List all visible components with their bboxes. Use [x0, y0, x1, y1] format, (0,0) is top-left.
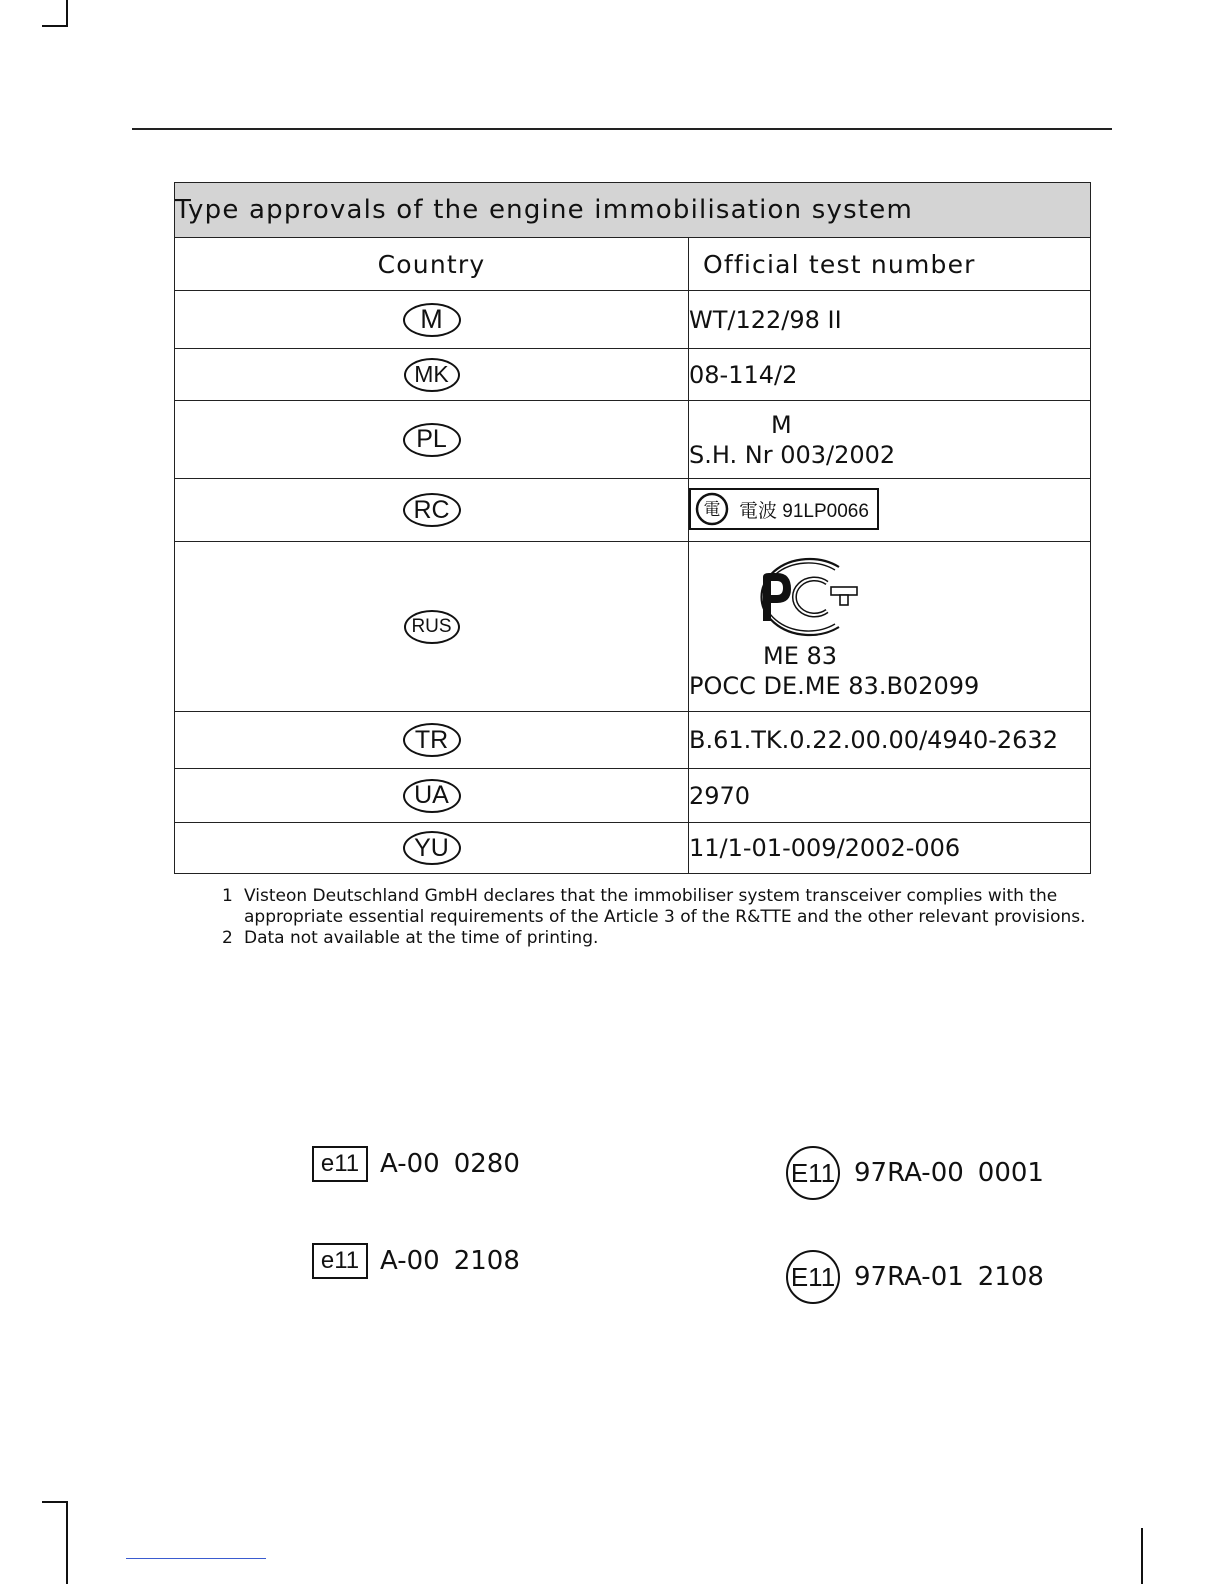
test-number-line-1: ME 83 [763, 641, 838, 670]
footnote-number: 2 [222, 928, 233, 948]
approval-code: 97RA-01 [854, 1262, 964, 1292]
approval-mark-e11-2 [312, 1243, 520, 1279]
column-header-country: Country [175, 238, 689, 291]
footnote [222, 886, 1102, 928]
approval-code: 97RA-00 [854, 1158, 964, 1188]
footer-link-underline [126, 1558, 266, 1559]
footnote-number: 1 [222, 886, 233, 906]
test-number: 08-114/2 [689, 349, 1091, 401]
table-header-row [175, 238, 1091, 291]
table-row [175, 479, 1091, 542]
approval-number: 2108 [453, 1246, 520, 1276]
country-badge-rus: RUS [404, 610, 460, 644]
footnote-text: Visteon Deutschland GmbH declares that the immobiliser system transceiver complies with the appropriate essential requirements of the Article 3 of the R&TTE and the other relevant provisions. [244, 886, 1086, 927]
country-badge-mk: MK [404, 358, 460, 392]
header-rule [132, 128, 1112, 130]
approval-code: A-00 [380, 1149, 440, 1179]
table-row [175, 823, 1091, 874]
e-mark-box: e11 [312, 1146, 368, 1182]
test-number: 11/1-01-009/2002-006 [689, 823, 1091, 874]
crop-mark-bottom-left-h [42, 1501, 68, 1503]
country-badge-yu: YU [403, 831, 461, 865]
footnote [222, 928, 1102, 949]
crop-mark-top-left-h [42, 25, 68, 27]
test-number-line-2: S.H. Nr 003/2002 [689, 440, 896, 469]
crop-mark-bottom-left-v [66, 1501, 68, 1584]
footnotes [222, 886, 1102, 949]
pct-certification-mark-icon [747, 553, 867, 641]
approval-mark-E11-1 [786, 1146, 1044, 1200]
table-title-row [175, 183, 1091, 238]
table-row [175, 349, 1091, 401]
approval-mark-e11-1 [312, 1146, 520, 1182]
rc-certification-logo-icon [695, 492, 729, 526]
test-number: WT/122/98 II [689, 291, 1091, 349]
table-row [175, 712, 1091, 769]
rc-approval-number: 電波 91LP0066 [739, 500, 869, 522]
table-row [175, 401, 1091, 479]
approval-number: 0001 [977, 1158, 1044, 1188]
country-badge-tr: TR [403, 723, 461, 757]
table-row [175, 769, 1091, 823]
table-row [175, 291, 1091, 349]
crop-mark-bottom-right-v [1141, 1528, 1143, 1584]
rc-approval-mark [689, 488, 879, 530]
e-mark-circle: E11 [786, 1250, 840, 1304]
table-row [175, 542, 1091, 712]
test-number: 2970 [689, 769, 1091, 823]
country-badge-rc: RC [403, 493, 461, 527]
table-title: Type approvals of the engine immobilisation system [175, 183, 1091, 238]
approval-code: A-00 [380, 1246, 440, 1276]
test-number-line-2: POCC DE.ME 83.B02099 [689, 671, 980, 700]
country-badge-pl: PL [403, 423, 461, 457]
approval-number: 2108 [977, 1262, 1044, 1292]
test-number-line-1: M [771, 410, 792, 439]
svg-text:電: 電 [703, 500, 721, 520]
approval-number: 0280 [453, 1149, 520, 1179]
country-badge-m: M [403, 303, 461, 337]
column-header-test-number: Official test number [689, 238, 1091, 291]
test-number: B.61.TK.0.22.00.00/4940-2632 [689, 712, 1091, 769]
country-badge-ua: UA [403, 779, 461, 813]
approval-mark-E11-2 [786, 1250, 1044, 1304]
e-mark-circle: E11 [786, 1146, 840, 1200]
approvals-table [174, 182, 1091, 874]
crop-mark-top-left-v [66, 0, 68, 27]
footnote-text: Data not available at the time of printing. [244, 928, 599, 948]
e-mark-box: e11 [312, 1243, 368, 1279]
